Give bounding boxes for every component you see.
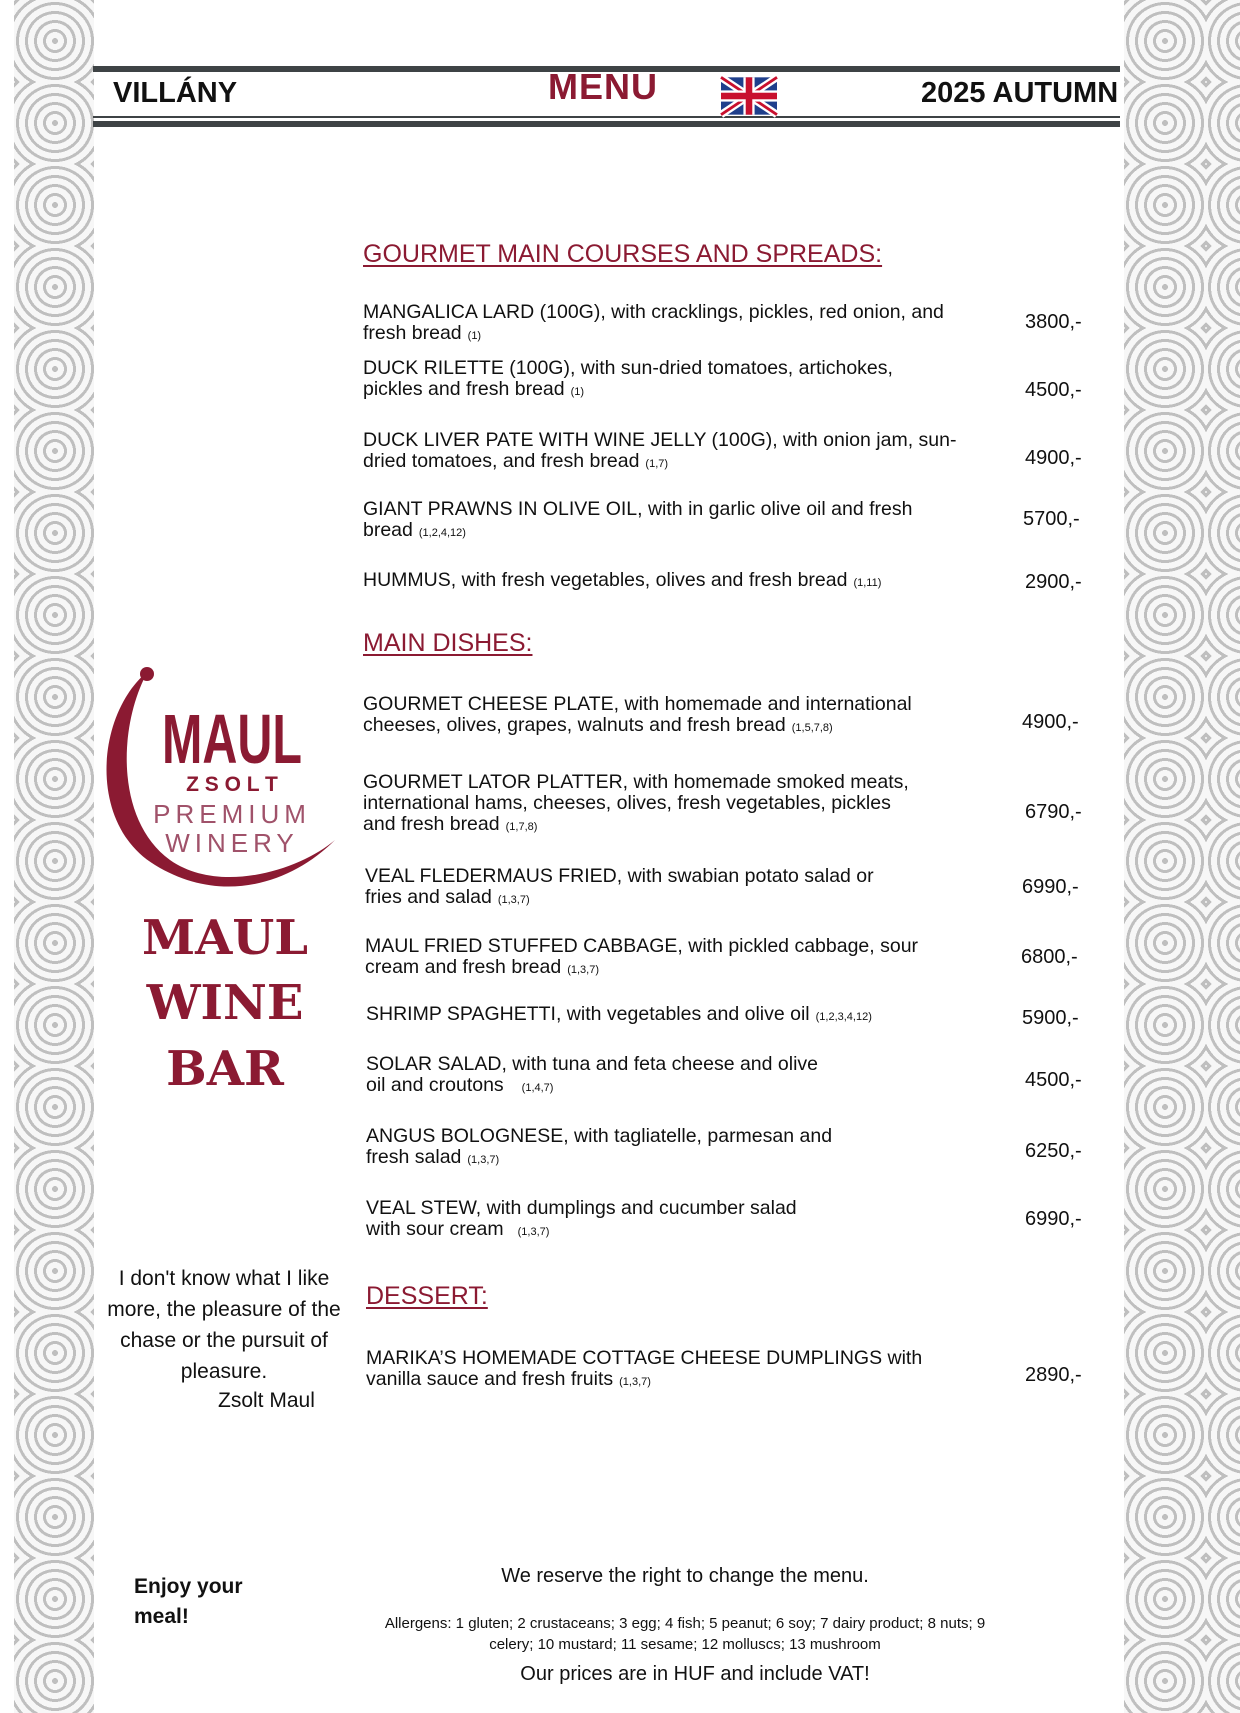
logo-word-premium: PREMIUM	[153, 799, 311, 829]
item-line: fresh salad	[366, 1146, 462, 1168]
section-title-dessert: DESSERT:	[366, 1282, 488, 1310]
allergen-codes: (1,3,7)	[467, 1154, 500, 1166]
logo-word-maul: MAUL	[162, 700, 302, 778]
section-title-spreads: GOURMET MAIN COURSES AND SPREADS:	[363, 240, 883, 268]
menu-item	[363, 694, 993, 739]
quote-text: I don't know what I like more, the pleasure of the chase or the pursuit of pleasure.	[107, 1267, 341, 1383]
item-price: 4500,-	[1025, 379, 1082, 401]
menu-item	[363, 570, 993, 594]
enjoy-line: Enjoy your	[134, 1575, 243, 1598]
allergen-codes: (1)	[467, 330, 482, 342]
allergen-codes: (1,3,7)	[567, 964, 599, 976]
item-line: and fresh bread	[363, 813, 500, 835]
item-line: dried tomatoes, and fresh bread	[363, 450, 640, 472]
quote-author: Zsolt Maul	[218, 1389, 315, 1412]
item-line: SOLAR SALAD, with tuna and feta cheese and olive	[366, 1053, 819, 1075]
item-price: 4900,-	[1025, 447, 1082, 469]
bar-name-line3: BAR	[166, 1041, 284, 1097]
item-price: 5700,-	[1023, 508, 1080, 530]
item-price: 6790,-	[1025, 801, 1082, 823]
header-location: VILLÁNY	[113, 77, 238, 109]
item-line: with sour cream	[366, 1218, 504, 1240]
allergen-legend-line: celery; 10 mustard; 11 sesame; 12 molluscs; 13 mushroom	[489, 1636, 881, 1653]
item-price: 4900,-	[1022, 711, 1079, 733]
maul-winery-logo	[100, 665, 340, 905]
menu-item	[363, 772, 993, 838]
decorative-pattern-left	[14, 0, 94, 1713]
bar-name-line1: MAUL	[142, 910, 308, 966]
menu-item	[366, 1126, 996, 1171]
item-line: oil and croutons	[366, 1074, 504, 1096]
item-line: VEAL FLEDERMAUS FRIED, with swabian potato salad or	[365, 865, 874, 887]
item-line: MANGALICA LARD (100G), with cracklings, pickles, red onion, and	[363, 301, 944, 323]
item-price: 5900,-	[1022, 1007, 1079, 1029]
menu-item	[365, 936, 995, 981]
menu-item	[366, 1054, 996, 1099]
item-line: cream and fresh bread	[365, 956, 562, 978]
menu-item	[366, 1004, 996, 1028]
item-line: MARIKA’S HOMEMADE COTTAGE CHEESE DUMPLINGS with	[366, 1347, 923, 1369]
menu-item	[363, 499, 993, 544]
item-price: 6990,-	[1022, 876, 1079, 898]
bar-name-line2: WINE	[146, 975, 304, 1031]
header-thin-rule	[93, 116, 1120, 118]
prices-note: Our prices are in HUF and include VAT!	[520, 1663, 870, 1685]
item-price: 6990,-	[1025, 1208, 1082, 1230]
allergen-codes: (1,3,7)	[497, 894, 530, 906]
allergen-codes: (1,11)	[853, 577, 882, 589]
item-line: international hams, cheeses, olives, fresh vegetables, pickles	[363, 792, 891, 814]
item-line: MAUL FRIED STUFFED CABBAGE, with pickled cabbage, sour	[365, 935, 919, 957]
allergen-codes: (1,3,7)	[619, 1376, 651, 1388]
allergen-codes: (1,4,7)	[521, 1082, 554, 1094]
allergen-codes: (1,5,7,8)	[791, 722, 833, 734]
section-title-main: MAIN DISHES:	[363, 629, 533, 657]
logo-word-zsolt: Z S O L T	[186, 773, 278, 796]
item-line: DUCK RILETTE (100G), with sun-dried tomatoes, artichokes,	[363, 357, 893, 379]
allergen-legend-line: Allergens: 1 gluten; 2 crustaceans; 3 egg; 4 fish; 5 peanut; 6 soy; 7 dairy product; 8 nuts; 9	[384, 1615, 986, 1632]
item-price: 6250,-	[1025, 1140, 1082, 1162]
menu-change-notice: We reserve the right to change the menu.	[501, 1565, 869, 1587]
allergen-codes: (1,3,7)	[517, 1226, 550, 1238]
header-season: 2025 AUTUMN	[921, 77, 1119, 109]
item-line: fresh bread	[363, 322, 462, 344]
item-line: ANGUS BOLOGNESE, with tagliatelle, parmesan and	[366, 1125, 833, 1147]
allergen-codes: (1,2,4,12)	[418, 527, 466, 539]
item-line: SHRIMP SPAGHETTI, with vegetables and olive oil	[366, 1003, 810, 1025]
menu-item	[366, 1348, 996, 1393]
item-line: bread	[363, 519, 413, 541]
header-bottom-rule	[93, 121, 1120, 127]
item-line: VEAL STEW, with dumplings and cucumber salad	[366, 1197, 797, 1219]
allergen-codes: (1,2,3,4,12)	[815, 1011, 872, 1023]
menu-item	[363, 430, 993, 475]
enjoy-message	[134, 1572, 243, 1632]
allergen-codes: (1)	[570, 386, 585, 398]
item-line: fries and salad	[365, 886, 492, 908]
item-line: cheeses, olives, grapes, walnuts and fresh bread	[363, 714, 786, 736]
item-line: GIANT PRAWNS IN OLIVE OIL, with in garlic olive oil and fresh	[363, 498, 913, 520]
item-line: DUCK LIVER PATE WITH WINE JELLY (100G), with onion jam, sun-	[363, 429, 957, 451]
item-price: 4500,-	[1025, 1069, 1082, 1091]
header-title: MENU	[548, 66, 658, 107]
item-price: 3800,-	[1025, 311, 1082, 333]
menu-item	[363, 358, 993, 403]
item-line: GOURMET CHEESE PLATE, with homemade and international	[363, 693, 912, 715]
menu-item	[365, 866, 995, 911]
logo-word-winery: WINERY	[165, 828, 299, 858]
item-price: 2890,-	[1025, 1364, 1082, 1386]
item-line: vanilla sauce and fresh fruits	[366, 1368, 614, 1390]
allergen-codes: (1,7)	[645, 458, 669, 470]
enjoy-line: meal!	[134, 1605, 189, 1628]
item-line: pickles and fresh bread	[363, 378, 565, 400]
allergen-codes: (1,7,8)	[505, 821, 538, 833]
menu-item	[366, 1198, 996, 1243]
item-line: HUMMUS, with fresh vegetables, olives and fresh bread	[363, 569, 848, 591]
item-line: GOURMET LATOR PLATTER, with homemade smoked meats,	[363, 771, 909, 793]
uk-flag-icon	[721, 77, 777, 115]
allergen-legend	[360, 1613, 1010, 1655]
item-price: 2900,-	[1025, 571, 1082, 593]
decorative-pattern-right	[1124, 0, 1240, 1713]
item-price: 6800,-	[1021, 946, 1078, 968]
menu-item	[363, 302, 993, 347]
